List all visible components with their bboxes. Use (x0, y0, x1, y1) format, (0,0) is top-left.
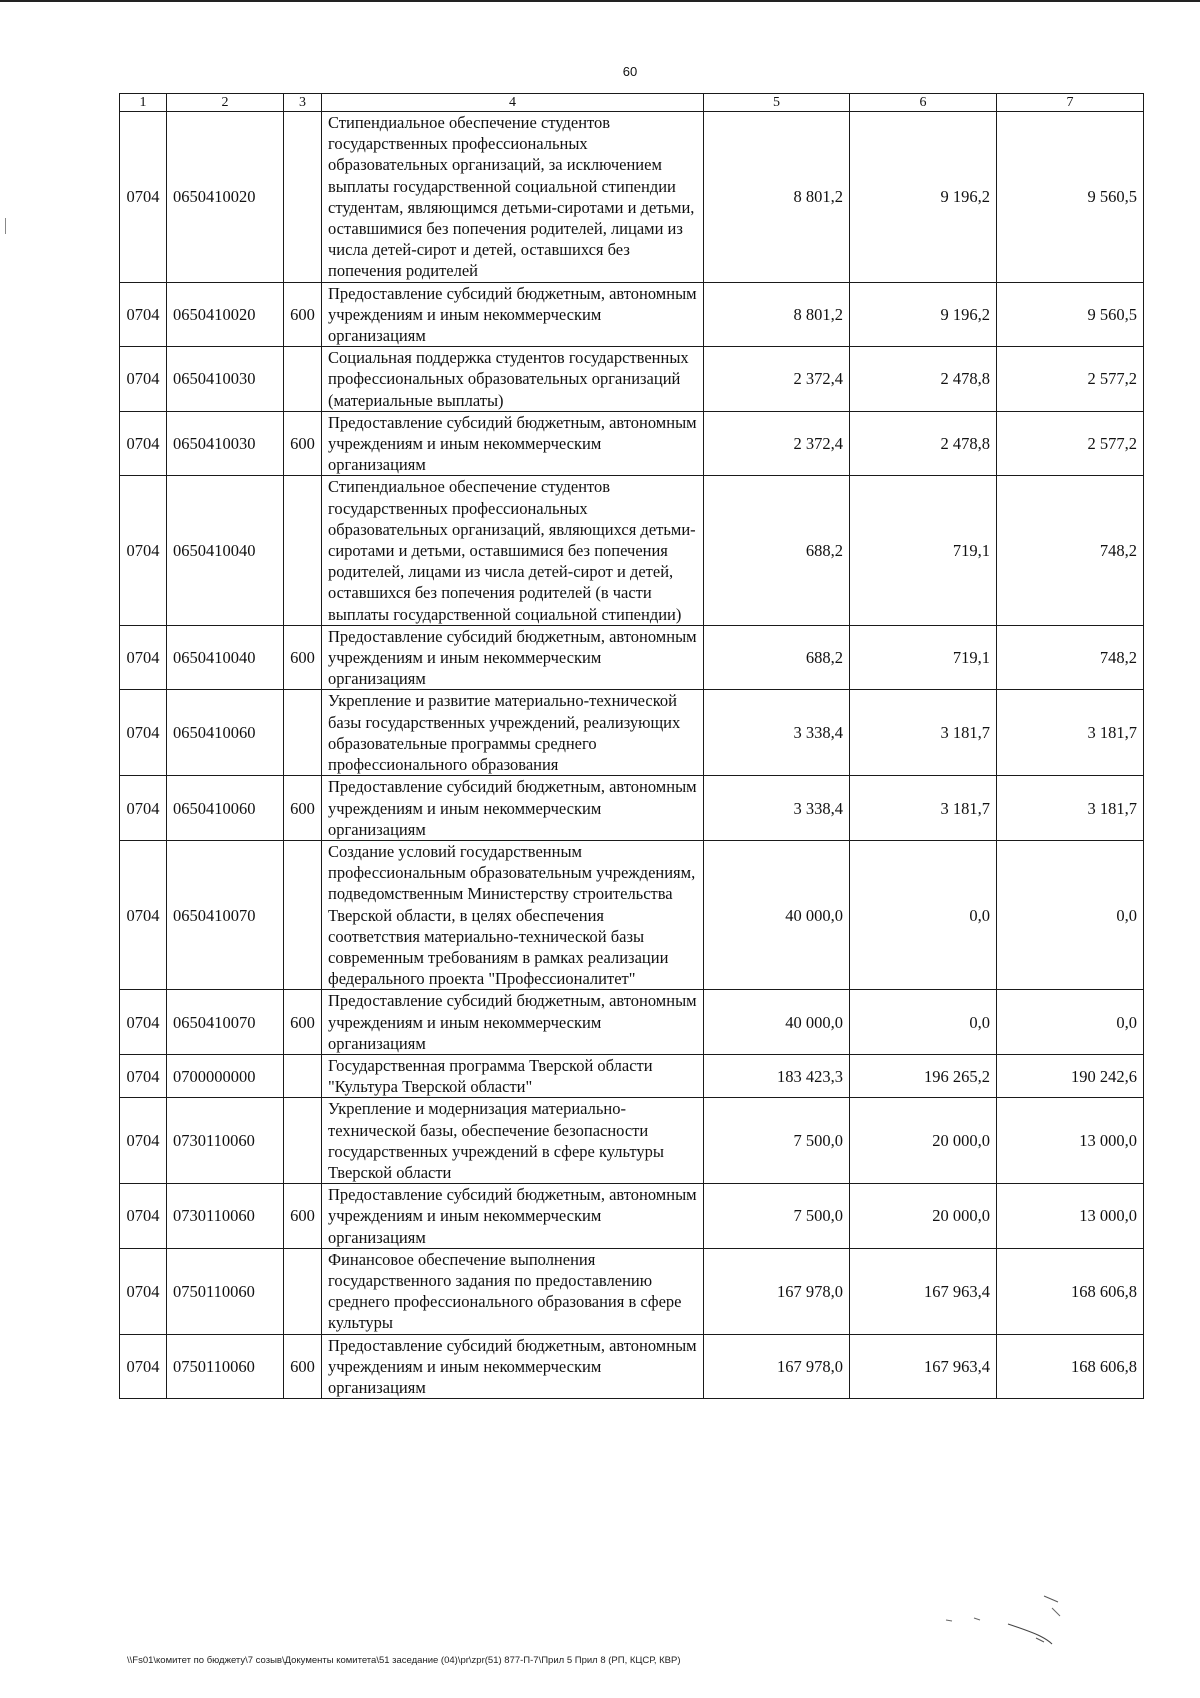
target-article-code: 0750110060 (167, 1248, 284, 1334)
section-code: 0704 (120, 1184, 167, 1249)
amount-col-5: 167 978,0 (704, 1334, 850, 1399)
table-row (120, 347, 1144, 412)
amount-col-7: 13 000,0 (997, 1098, 1144, 1184)
scan-mark (5, 218, 6, 234)
target-article-code: 0730110060 (167, 1184, 284, 1249)
section-code: 0704 (120, 776, 167, 841)
table-row (120, 1184, 1144, 1249)
target-article-code: 0650410040 (167, 625, 284, 690)
row-description: Предоставление субсидий бюджетным, автономным учреждениям и иным некоммерческим организациям (322, 625, 704, 690)
section-code: 0704 (120, 1334, 167, 1399)
amount-col-7: 190 242,6 (997, 1054, 1144, 1097)
amount-col-7: 9 560,5 (997, 112, 1144, 283)
expense-type-code: 600 (284, 1334, 322, 1399)
amount-col-7: 168 606,8 (997, 1334, 1144, 1399)
expense-type-code: 600 (284, 625, 322, 690)
amount-col-6: 20 000,0 (850, 1184, 997, 1249)
section-code: 0704 (120, 840, 167, 989)
target-article-code: 0700000000 (167, 1054, 284, 1097)
amount-col-7: 0,0 (997, 840, 1144, 989)
target-article-code: 0650410060 (167, 690, 284, 776)
amount-col-6: 719,1 (850, 476, 997, 625)
amount-col-5: 2 372,4 (704, 411, 850, 476)
amount-col-6: 0,0 (850, 840, 997, 989)
scan-top-rule (0, 0, 1200, 2)
amount-col-7: 748,2 (997, 625, 1144, 690)
handwritten-mark (940, 1590, 1080, 1660)
amount-col-5: 3 338,4 (704, 690, 850, 776)
amount-col-5: 688,2 (704, 625, 850, 690)
amount-col-6: 2 478,8 (850, 411, 997, 476)
amount-col-7: 3 181,7 (997, 776, 1144, 841)
section-code: 0704 (120, 1248, 167, 1334)
amount-col-6: 0,0 (850, 990, 997, 1055)
table-row (120, 990, 1144, 1055)
amount-col-7: 0,0 (997, 990, 1144, 1055)
target-article-code: 0650410030 (167, 411, 284, 476)
amount-col-6: 167 963,4 (850, 1248, 997, 1334)
target-article-code: 0650410070 (167, 990, 284, 1055)
amount-col-7: 2 577,2 (997, 347, 1144, 412)
row-description: Предоставление субсидий бюджетным, автономным учреждениям и иным некоммерческим организациям (322, 776, 704, 841)
amount-col-6: 719,1 (850, 625, 997, 690)
column-header: 3 (284, 94, 322, 112)
section-code: 0704 (120, 282, 167, 347)
expense-type-code (284, 690, 322, 776)
target-article-code: 0650410030 (167, 347, 284, 412)
target-article-code: 0650410060 (167, 776, 284, 841)
row-description: Укрепление и модернизация материально-технической базы, обеспечение безопасности государственных учреждений в сфере культуры Тверской области (322, 1098, 704, 1184)
column-header: 4 (322, 94, 704, 112)
column-header: 1 (120, 94, 167, 112)
amount-col-5: 40 000,0 (704, 990, 850, 1055)
expense-type-code: 600 (284, 990, 322, 1055)
table-row (120, 840, 1144, 989)
table-row (120, 1334, 1144, 1399)
amount-col-6: 196 265,2 (850, 1054, 997, 1097)
section-code: 0704 (120, 112, 167, 283)
row-description: Государственная программа Тверской области "Культура Тверской области" (322, 1054, 704, 1097)
expense-type-code: 600 (284, 411, 322, 476)
row-description: Создание условий государственным профессиональным образовательным учреждениям, подведомственным Министерству строительства Тверской области, в целях обеспечения соответствия материально-технической базы современным требованиям в рамках реализации федерального проекта "Профессионалитет" (322, 840, 704, 989)
row-description: Стипендиальное обеспечение студентов государственных профессиональных образовательных организаций, за исключением выплаты государственной социальной стипендии студентам, являющимся детьми-сиротами и детьми, оставшимися без попечения родителей, лицами из числа детей-сирот и детей, оставшихся без попечения родителей (322, 112, 704, 283)
amount-col-6: 9 196,2 (850, 282, 997, 347)
amount-col-5: 7 500,0 (704, 1098, 850, 1184)
expense-type-code (284, 840, 322, 989)
target-article-code: 0750110060 (167, 1334, 284, 1399)
amount-col-5: 7 500,0 (704, 1184, 850, 1249)
amount-col-5: 8 801,2 (704, 282, 850, 347)
expense-type-code: 600 (284, 776, 322, 841)
row-description: Предоставление субсидий бюджетным, автономным учреждениям и иным некоммерческим организациям (322, 411, 704, 476)
amount-col-5: 167 978,0 (704, 1248, 850, 1334)
row-description: Предоставление субсидий бюджетным, автономным учреждениям и иным некоммерческим организациям (322, 990, 704, 1055)
section-code: 0704 (120, 1098, 167, 1184)
table-row (120, 411, 1144, 476)
amount-col-7: 3 181,7 (997, 690, 1144, 776)
table-row (120, 1098, 1144, 1184)
column-header: 2 (167, 94, 284, 112)
expense-type-code (284, 112, 322, 283)
table-row (120, 776, 1144, 841)
target-article-code: 0650410040 (167, 476, 284, 625)
expense-type-code (284, 347, 322, 412)
expense-type-code (284, 1098, 322, 1184)
column-header: 5 (704, 94, 850, 112)
budget-table (119, 93, 1144, 1399)
file-path-footer: \\Fs01\комитет по бюджету\7 созыв\Документы комитета\51 заседание (04)\pr\zpr(51) 877-П-7\Прил 5 Прил 8 (РП, КЦСР, КВР) (127, 1655, 681, 1666)
table-row (120, 112, 1144, 283)
section-code: 0704 (120, 990, 167, 1055)
table-row (120, 282, 1144, 347)
row-description: Социальная поддержка студентов государственных профессиональных образовательных организаций (материальные выплаты) (322, 347, 704, 412)
section-code: 0704 (120, 347, 167, 412)
amount-col-6: 2 478,8 (850, 347, 997, 412)
amount-col-6: 3 181,7 (850, 690, 997, 776)
amount-col-5: 40 000,0 (704, 840, 850, 989)
amount-col-5: 183 423,3 (704, 1054, 850, 1097)
amount-col-7: 13 000,0 (997, 1184, 1144, 1249)
target-article-code: 0650410020 (167, 112, 284, 283)
amount-col-5: 8 801,2 (704, 112, 850, 283)
target-article-code: 0650410020 (167, 282, 284, 347)
section-code: 0704 (120, 690, 167, 776)
row-description: Предоставление субсидий бюджетным, автономным учреждениям и иным некоммерческим организациям (322, 1334, 704, 1399)
expense-type-code (284, 1248, 322, 1334)
amount-col-7: 748,2 (997, 476, 1144, 625)
amount-col-6: 9 196,2 (850, 112, 997, 283)
expense-type-code: 600 (284, 1184, 322, 1249)
amount-col-5: 688,2 (704, 476, 850, 625)
section-code: 0704 (120, 411, 167, 476)
amount-col-5: 3 338,4 (704, 776, 850, 841)
section-code: 0704 (120, 476, 167, 625)
page-number: 60 (622, 64, 638, 79)
amount-col-5: 2 372,4 (704, 347, 850, 412)
target-article-code: 0730110060 (167, 1098, 284, 1184)
amount-col-6: 20 000,0 (850, 1098, 997, 1184)
table-row (120, 690, 1144, 776)
column-header: 7 (997, 94, 1144, 112)
expense-type-code (284, 476, 322, 625)
row-description: Укрепление и развитие материально-технической базы государственных учреждений, реализующих образовательные программы среднего профессионального образования (322, 690, 704, 776)
expense-type-code (284, 1054, 322, 1097)
amount-col-6: 3 181,7 (850, 776, 997, 841)
expense-type-code: 600 (284, 282, 322, 347)
row-description: Предоставление субсидий бюджетным, автономным учреждениям и иным некоммерческим организациям (322, 1184, 704, 1249)
table-row (120, 625, 1144, 690)
table-row (120, 476, 1144, 625)
section-code: 0704 (120, 625, 167, 690)
row-description: Стипендиальное обеспечение студентов государственных профессиональных образовательных организаций, являющихся детьми-сиротами и детьми, оставшимися без попечения родителей, лицами из числа детей-сирот и детей, оставшихся без попечения родителей (в части выплаты государственной социальной стипендии) (322, 476, 704, 625)
column-number-row (120, 94, 1144, 112)
table-row (120, 1248, 1144, 1334)
row-description: Предоставление субсидий бюджетным, автономным учреждениям и иным некоммерческим организациям (322, 282, 704, 347)
amount-col-7: 9 560,5 (997, 282, 1144, 347)
section-code: 0704 (120, 1054, 167, 1097)
amount-col-7: 2 577,2 (997, 411, 1144, 476)
row-description: Финансовое обеспечение выполнения государственного задания по предоставлению среднего профессионального образования в сфере культуры (322, 1248, 704, 1334)
amount-col-6: 167 963,4 (850, 1334, 997, 1399)
target-article-code: 0650410070 (167, 840, 284, 989)
column-header: 6 (850, 94, 997, 112)
amount-col-7: 168 606,8 (997, 1248, 1144, 1334)
table-row (120, 1054, 1144, 1097)
